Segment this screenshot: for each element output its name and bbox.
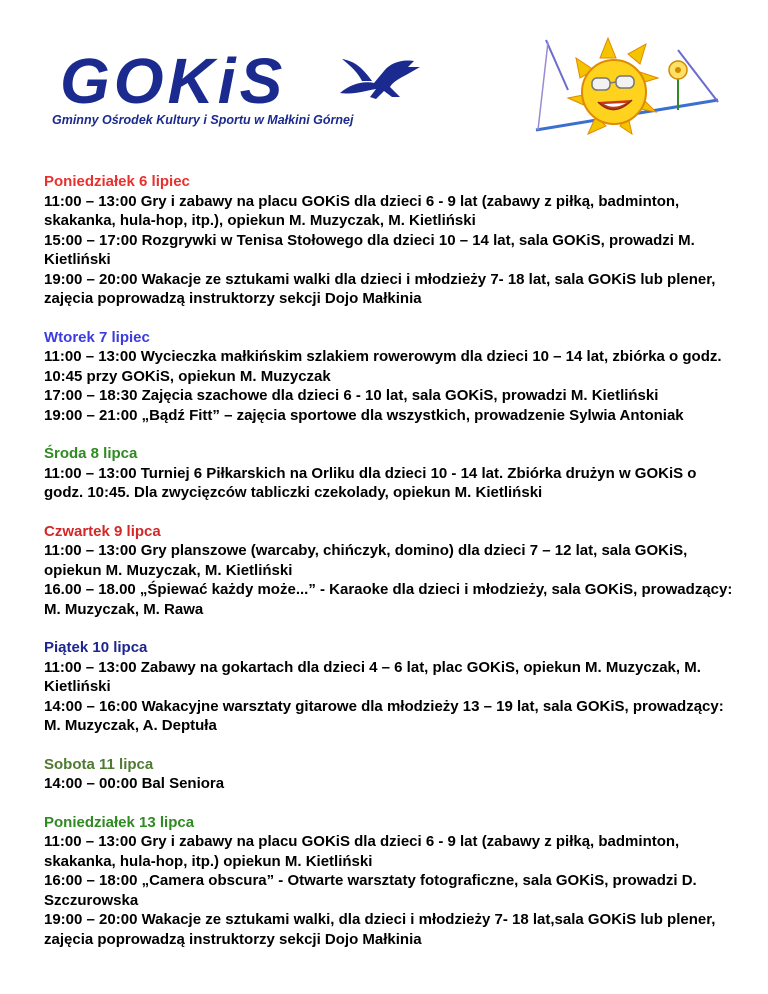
event-line: 16:00 – 18:00 „Camera obscura” - Otwarte warsztaty fotograficzne, sala GOKiS, prowadzi D. Szczurowska [44, 872, 697, 909]
event-line: 19:00 – 20:00 Wakacje ze sztukami walki, dla dzieci i młodzieży 7- 18 lat,sala GOKiS lub plener, zajęcia poprowadzą instruktorzy sekcji Dojo Małkinia [44, 911, 716, 948]
day-section [44, 755, 734, 794]
day-title: Środa 8 lipca [44, 445, 138, 462]
day-section [44, 444, 734, 503]
day-title: Poniedziałek 13 lipca [44, 813, 195, 831]
event-line: 11:00 – 13:00 Turniej 6 Piłkarskich na Orliku dla dzieci 10 - 14 lat. Zbiórka drużyn w GOKiS o godz. 10:45. Dla zwycięzców tabliczki czekolady, opiekun M. Kietliński [44, 464, 697, 501]
event-line: 19:00 – 21:00 „Bądź Fitt” – zajęcia sportowe dla wszystkich, prowadzenie Sylwia Antoniak [44, 406, 684, 424]
pegasus-icon [332, 53, 427, 113]
logo-wordmark: GOKiS [60, 45, 287, 117]
event-line: 11:00 – 13:00 Wycieczka małkińskim szlakiem rowerowym dla dzieci 10 – 14 lat, zbiórka o godz. 10:45 przy GOKiS, opiekun M. Muzyczak [44, 348, 722, 385]
sun-clipart-icon [528, 30, 728, 145]
event-line: 14:00 – 00:00 Bal Seniora [44, 775, 225, 792]
event-line: 16.00 – 18.00 „Śpiewać każdy może...” - Karaoke dla dzieci i młodzieży, sala GOKiS, prowadzący: M. Muzyczak, M. Rawa [44, 581, 733, 618]
event-line: 11:00 – 13:00 Gry planszowe (warcaby, chińczyk, domino) dla dzieci 7 – 12 lat, sala GOKiS, opiekun M. Muzyczak, M. Kietliński [44, 542, 688, 579]
event-line: 19:00 – 20:00 Wakacje ze sztukami walki dla dzieci i młodzieży 7- 18 lat, sala GOKiS lub plener, zajęcia poprowadzą instruktorzy sekcji Dojo Małkinia [44, 270, 716, 307]
logo-subtitle: Gminny Ośrodek Kultury i Sportu w Małkini Górnej [52, 113, 354, 127]
event-line: 11:00 – 13:00 Gry i zabawy na placu GOKiS dla dzieci 6 - 9 lat (zabawy z piłką, badminton, skakanka, hula-hop, itp.), opiekun M. Muzyczak, M. Kietliński [44, 192, 680, 229]
event-line: 15:00 – 17:00 Rozgrywki w Tenisa Stołowego dla dzieci 10 – 14 lat, sala GOKiS, prowadzi M. Kietliński [44, 231, 695, 268]
day-title: Poniedziałek 6 lipiec [44, 173, 190, 190]
day-section [44, 522, 734, 620]
event-line: 11:00 – 13:00 Zabawy na gokartach dla dzieci 4 – 6 lat, plac GOKiS, opiekun M. Muzyczak, M. Kietliński [44, 658, 701, 695]
day-title: Piątek 10 lipca [44, 639, 148, 656]
day-title: Czwartek 9 lipca [44, 522, 161, 540]
day-section [44, 813, 734, 950]
event-line: 11:00 – 13:00 Gry i zabawy na placu GOKiS dla dzieci 6 - 9 lat (zabawy z piłką, badminton, skakanka, hula-hop, itp.) opiekun M. Kietliński [44, 833, 680, 870]
gokis-logo [42, 47, 430, 135]
day-title: Wtorek 7 lipiec [44, 328, 150, 346]
schedule [44, 172, 734, 968]
event-line: 17:00 – 18:30 Zajęcia szachowe dla dzieci 6 - 10 lat, sala GOKiS, prowadzi M. Kietliński [44, 387, 659, 404]
day-title: Sobota 11 lipca [44, 755, 154, 773]
event-line: 14:00 – 16:00 Wakacyjne warsztaty gitarowe dla młodzieży 13 – 19 lat, sala GOKiS, prowadzący: M. Muzyczak, A. Deptuła [44, 697, 724, 734]
day-section [44, 638, 734, 736]
day-section [44, 328, 734, 426]
day-section [44, 172, 734, 309]
